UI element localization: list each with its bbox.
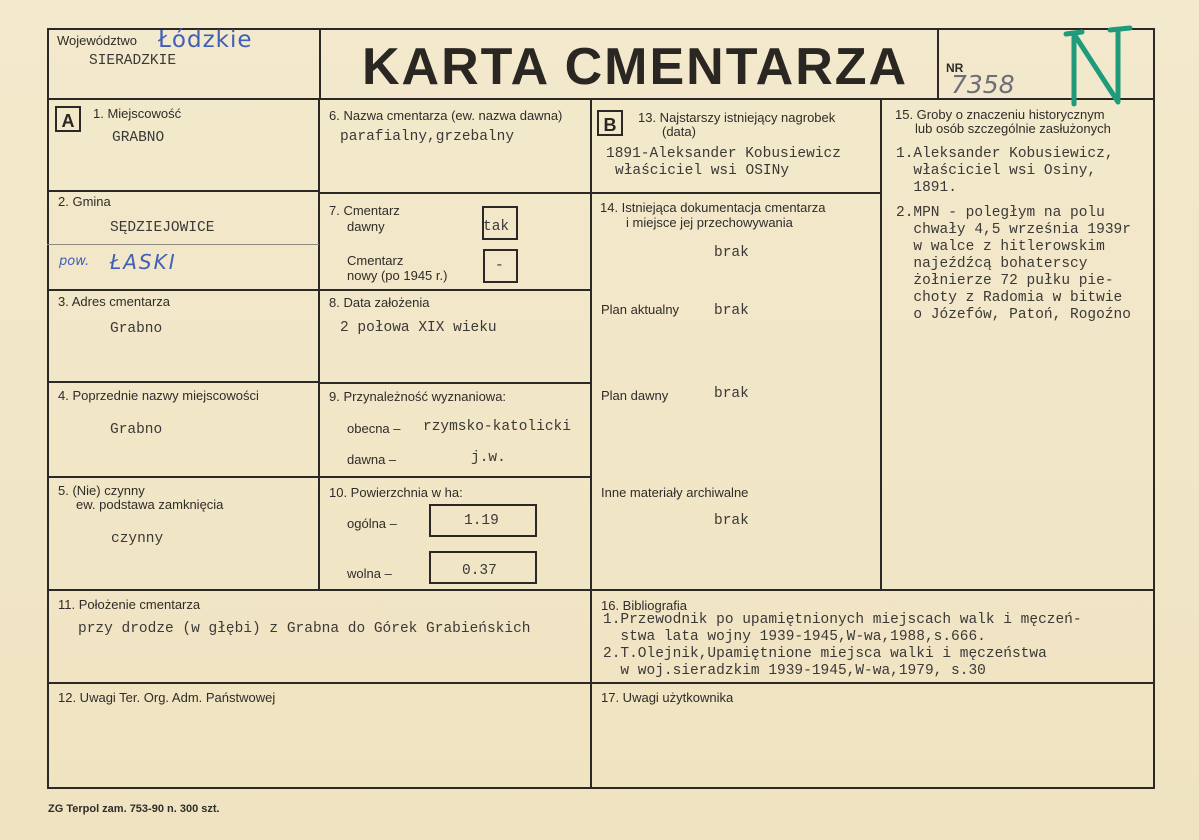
pow-value: ŁASKI [110, 250, 177, 274]
field-17-label: 17. Uwagi użytkownika [601, 690, 734, 705]
bibliography-list [603, 612, 1153, 680]
field-9-dawna-label: dawna – [347, 452, 397, 467]
field-5-label: 5. (Nie) czynny [58, 483, 145, 498]
field-14-value: brak [714, 245, 749, 261]
field-7-label: 7. Cmentarz [329, 203, 400, 218]
row-line [318, 476, 591, 478]
inne-materialy-label: Inne materiały archiwalne [601, 485, 749, 500]
field-15-line: chwały 4,5 września 1939r [896, 222, 1131, 238]
field-13-line-2: właściciel wsi OSINy [615, 163, 790, 179]
field-15-line: w walce z hitlerowskim [896, 239, 1105, 255]
plan-dawny-label: Plan dawny [601, 388, 669, 403]
row-line [318, 289, 591, 291]
field-7-nowy-sublabel: nowy (po 1945 r.) [347, 268, 448, 283]
field-13-label: 13. Najstarszy istniejący nagrobek [638, 110, 836, 125]
bibliography-line: w woj.sieradzkim 1939-1945,W-wa,1979, s.30 [603, 663, 986, 679]
plan-dawny-value: brak [714, 386, 749, 402]
row-line [318, 382, 591, 384]
nr-label: NR [946, 61, 964, 75]
field-1-value: GRABNO [112, 130, 165, 146]
col-divider-3 [880, 98, 882, 590]
field-9-obecna-label: obecna – [347, 421, 401, 436]
field-15-line: choty z Radomia w bitwie [896, 290, 1123, 306]
field-15-line: o Józefów, Patoń, Rogoźno [896, 307, 1131, 323]
row-line [47, 289, 319, 291]
field-14-label: 14. Istniejąca dokumentacja cmentarza [600, 200, 826, 215]
field-10-ogolna-label: ogólna – [347, 516, 397, 531]
bibliography-line: 1.Przewodnik po upamiętnionych miejscach walk i męczeń- [603, 612, 1082, 628]
bottom-row-divider [47, 589, 1155, 591]
pow-label: pow. [59, 254, 90, 269]
bottom-row-divider-2 [47, 682, 1155, 684]
nr-value: 7358 [951, 70, 1015, 99]
field-6-value: parafialny,grzebalny [340, 129, 515, 145]
row-line [47, 476, 319, 478]
field-3-label: 3. Adres cmentarza [58, 294, 170, 309]
field-5-value: czynny [111, 531, 164, 547]
wojewodztwo-typed: SIERADZKIE [89, 53, 177, 69]
field-15-sublabel: lub osób szczególnie zasłużonych [915, 121, 1111, 136]
row-line [318, 192, 591, 194]
plan-aktualny-value: brak [714, 303, 749, 319]
field-10-wolna-label: wolna – [347, 566, 392, 581]
field-14-sublabel: i miejsce jej przechowywania [626, 215, 793, 230]
field-15-line: właściciel wsi Osiny, [896, 163, 1097, 179]
field-13-line-1: 1891-Aleksander Kobusiewicz [606, 146, 841, 162]
field-15-line: 2.MPN - poległym na polu [896, 205, 1105, 221]
col-divider-1 [318, 98, 320, 590]
field-4-label: 4. Poprzednie nazwy miejscowości [58, 388, 259, 403]
section-a-letter: A [55, 106, 81, 132]
field-10-wolna-value: 0.37 [462, 563, 497, 579]
row-line [47, 190, 319, 192]
bibliography-line: 2.T.Olejnik,Upamiętnione miejsca walki i męczeństwa [603, 646, 1047, 662]
field-1-label: 1. Miejscowość [93, 106, 182, 121]
inne-materialy-value: brak [714, 513, 749, 529]
n-marker-icon [1060, 24, 1140, 110]
field-12-label: 12. Uwagi Ter. Org. Adm. Państwowej [58, 690, 276, 705]
field-2-value: SĘDZIEJOWICE [110, 220, 215, 236]
field-9-dawna-value: j.w. [471, 450, 506, 466]
field-11-label: 11. Położenie cmentarza [58, 597, 201, 612]
wojewodztwo-handwritten: Łódzkie [158, 27, 253, 53]
field-9-obecna-value: rzymsko-katolicki [423, 419, 571, 435]
field-15-line: 1.Aleksander Kobusiewicz, [896, 146, 1114, 162]
field-7-dawny-label: dawny [347, 219, 385, 234]
field-15-label: 15. Groby o znaczeniu historycznym [895, 107, 1105, 122]
stamp-letter-n [1060, 24, 1140, 110]
field-8-value: 2 połowa XIX wieku [340, 320, 497, 336]
card-title: KARTA CMENTARZA [362, 38, 909, 96]
field-2-label: 2. Gmina [58, 194, 111, 209]
print-footer: ZG Terpol zam. 753-90 n. 300 szt. [48, 803, 220, 815]
section-b-letter: B [597, 110, 623, 136]
header-right-divider [937, 28, 939, 100]
row-line [590, 192, 881, 194]
field-11-value: przy drodze (w głębi) z Grabna do Górek Grabieńskich [78, 621, 531, 637]
field-15-entries [896, 146, 1154, 324]
field-3-value: Grabno [110, 321, 163, 337]
plan-aktualny-label: Plan aktualny [601, 302, 680, 317]
field-10-ogolna-value: 1.19 [464, 513, 499, 529]
field-9-label: 9. Przynależność wyznaniowa: [329, 389, 507, 404]
field-15-line: najeźdźcą bohaterscy [896, 256, 1088, 272]
wojewodztwo-label: Województwo [57, 33, 137, 48]
field-7-nowy-label: Cmentarz [347, 253, 404, 268]
field-15-line: 1891. [896, 180, 957, 196]
field-10-label: 10. Powierzchnia w ha: [329, 485, 463, 500]
field-15-line: żołnierze 72 pułku pie- [896, 273, 1114, 289]
field-6-label: 6. Nazwa cmentarza (ew. nazwa dawna) [329, 108, 563, 123]
field-8-label: 8. Data założenia [329, 295, 430, 310]
row-line [47, 381, 319, 383]
field-16-label: 16. Bibliografia [601, 598, 687, 613]
bibliography-line: stwa lata wojny 1939-1945,W-wa,1988,s.666. [603, 629, 986, 645]
field-7-dawny-value: tak [483, 219, 510, 235]
col-divider-2 [590, 98, 592, 789]
field-7-nowy-value: - [495, 258, 504, 274]
header-left-divider [319, 28, 321, 100]
field-5-sublabel: ew. podstawa zamknięcia [76, 497, 224, 512]
field-4-value: Grabno [110, 422, 163, 438]
field-13-sublabel: (data) [662, 124, 696, 139]
row-line-thin [47, 244, 319, 245]
